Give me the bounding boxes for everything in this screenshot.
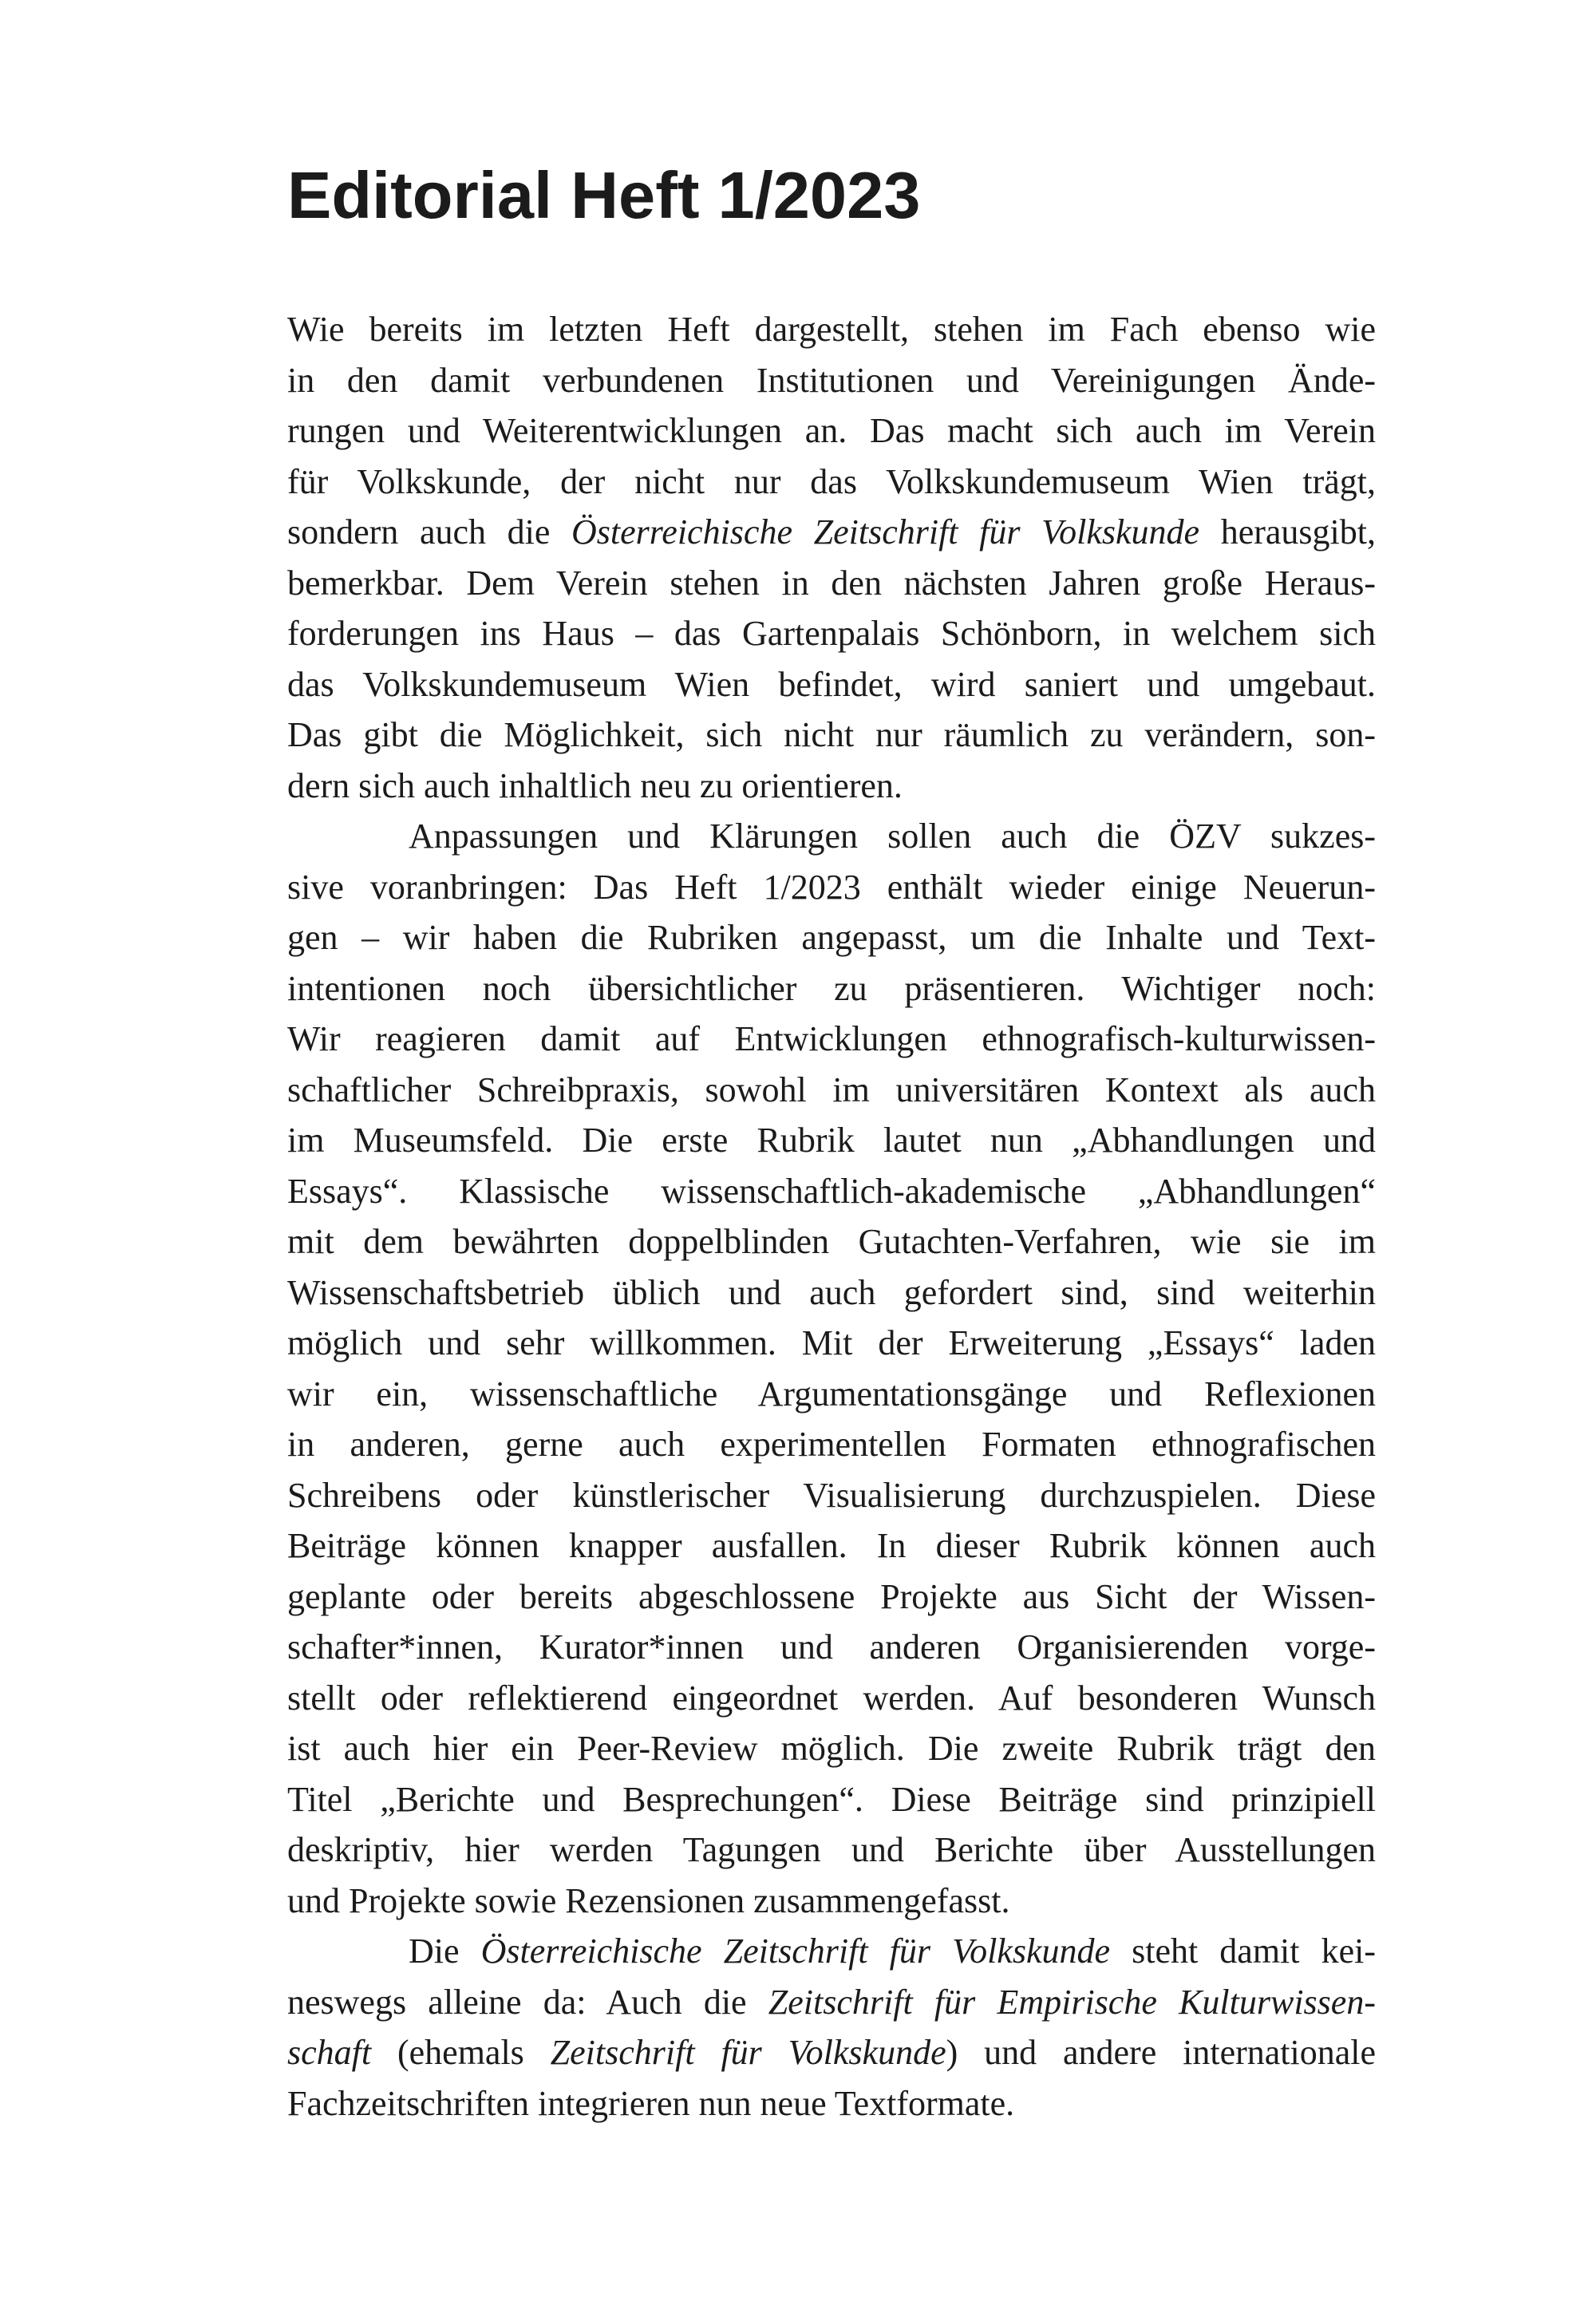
text-line: wir ein, wissenschaftliche Argumentationsgänge und Reflexionen	[287, 1374, 1376, 1413]
text-line: neswegs alleine da: Auch die Zeitschrift für Empirische Kulturwissen-	[287, 1982, 1376, 2022]
text-line: in den damit verbundenen Institutionen und Vereinigungen Ände-	[287, 360, 1376, 400]
page-title: Editorial Heft 1/2023	[287, 158, 921, 232]
text-line: Wir reagieren damit auf Entwicklungen ethnografisch-kulturwissen-	[287, 1019, 1376, 1058]
editorial-body	[287, 304, 1376, 2129]
text-line: Essays“. Klassische wissenschaftlich-akademische „Abhandlungen“	[287, 1171, 1376, 1211]
text-line: sondern auch die Österreichische Zeitschrift für Volkskunde herausgibt,	[287, 512, 1376, 552]
text-line: Fachzeitschriften integrieren nun neue Textformate.	[287, 2083, 1015, 2123]
text-line: intentionen noch übersichtlicher zu präsentieren. Wichtiger noch:	[287, 968, 1376, 1008]
text-line: und Projekte sowie Rezensionen zusammengefasst.	[287, 1880, 1010, 1920]
text-line: ist auch hier ein Peer-Review möglich. Die zweite Rubrik trägt den	[287, 1729, 1376, 1768]
text-line: Wissenschaftsbetrieb üblich und auch gefordert sind, sind weiterhin	[287, 1272, 1376, 1312]
text-line: deskriptiv, hier werden Tagungen und Berichte über Ausstellungen	[287, 1830, 1376, 1869]
text-line: Beiträge können knapper ausfallen. In dieser Rubrik können auch	[287, 1526, 1376, 1565]
text-line: Titel „Berichte und Besprechungen“. Diese Beiträge sind prinzipiell	[287, 1779, 1376, 1819]
text-line: geplante oder bereits abgeschlossene Projekte aus Sicht der Wissen-	[287, 1576, 1376, 1616]
text-line: Schreibens oder künstlerischer Visualisierung durchzuspielen. Diese	[287, 1475, 1376, 1515]
text-line: schaft (ehemals Zeitschrift für Volkskunde) und andere internationale	[287, 2033, 1377, 2072]
text-line: rungen und Weiterentwicklungen an. Das macht sich auch im Verein	[287, 411, 1376, 450]
text-line: Anpassungen und Klärungen sollen auch die ÖZV sukzes-	[409, 816, 1376, 856]
text-line: schafter*innen, Kurator*innen und anderen Organisierenden vorge-	[287, 1627, 1376, 1667]
text-line: Die Österreichische Zeitschrift für Volkskunde steht damit kei-	[409, 1931, 1377, 1971]
text-line: in anderen, gerne auch experimentellen Formaten ethnografischen	[287, 1425, 1376, 1464]
text-line: schaftlicher Schreibpraxis, sowohl im universitären Kontext als auch	[287, 1069, 1376, 1109]
text-line: mit dem bewährten doppelblinden Gutachten-Verfahren, wie sie im	[287, 1222, 1376, 1261]
text-line: Wie bereits im letzten Heft dargestellt, stehen im Fach ebenso wie	[287, 310, 1376, 349]
text-line: Das gibt die Möglichkeit, sich nicht nur räumlich zu verändern, son-	[287, 715, 1376, 754]
text-line: sive voranbringen: Das Heft 1/2023 enthält wieder einige Neuerun-	[287, 867, 1376, 907]
text-line: möglich und sehr willkommen. Mit der Erweiterung „Essays“ laden	[287, 1323, 1376, 1362]
text-line: gen – wir haben die Rubriken angepasst, um die Inhalte und Text-	[287, 918, 1376, 957]
text-line: das Volkskundemuseum Wien befindet, wird saniert und umgebaut.	[287, 664, 1376, 704]
text-line: forderungen ins Haus – das Gartenpalais Schönborn, in welchem sich	[287, 614, 1376, 653]
text-line: bemerkbar. Dem Verein stehen in den nächsten Jahren große Heraus-	[287, 563, 1376, 603]
text-line: dern sich auch inhaltlich neu zu orientieren.	[287, 765, 903, 805]
text-line: für Volkskunde, der nicht nur das Volkskundemuseum Wien trägt,	[287, 461, 1376, 501]
text-line: stellt oder reflektierend eingeordnet werden. Auf besonderen Wunsch	[287, 1678, 1376, 1718]
text-line: im Museumsfeld. Die erste Rubrik lautet nun „Abhandlungen und	[287, 1121, 1376, 1160]
